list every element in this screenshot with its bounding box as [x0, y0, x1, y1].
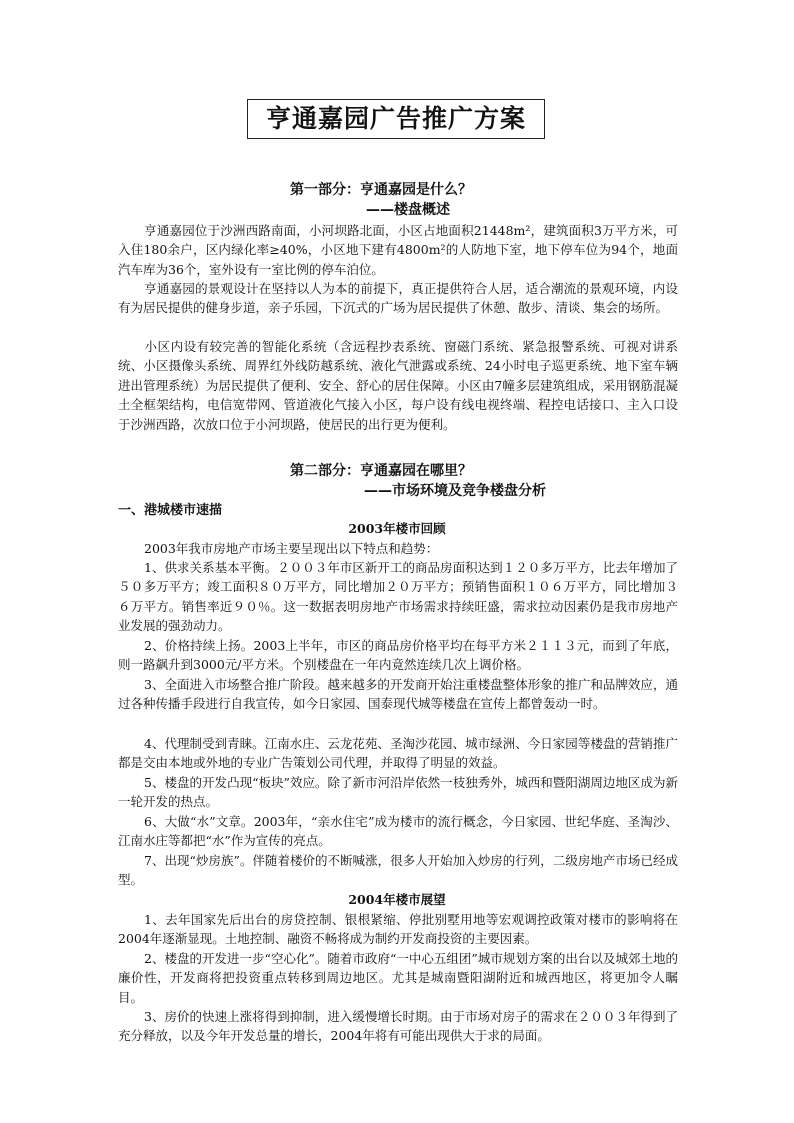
outlook-item-1: 1、去年国家先后出台的房贷控制、银根紧缩、停批别墅用地等宏观调控政策对楼市的影响将在2004年逐渐显现。土地控制、融资不畅将成为制约开发商投资的主要因素。	[118, 912, 678, 947]
part2-subheading: ——市场环境及竞争楼盘分析	[364, 483, 546, 499]
part1-heading: 第一部分：亨通嘉园是什么？	[290, 182, 472, 198]
outlook-title: 2004年楼市展望	[348, 892, 446, 907]
document-title: 亨通嘉园广告推广方案	[247, 99, 545, 139]
review-intro: 2003年我市房地产市场主要呈现出以下特点和趋势：	[144, 541, 439, 556]
review-item-3: 3、全面进入市场整合推广阶段。越来越多的开发商开始注重楼盘整体形象的推广和品牌效应，通过各种传播手段进行自我宣传，如今日家园、国泰现代城等楼盘在宣传上都曾轰动一时。	[118, 677, 678, 712]
review-item-2: 2、价格持续上扬。2003上半年，市区的商品房价格平均在每平方米２１１３元，而到了年底，则一路飙升到3000元/平方米。个别楼盘在一年内竟然连续几次上调价格。	[118, 638, 678, 673]
outlook-item-3: 3、房价的快速上涨将得到抑制，进入缓慢增长时期。由于市场对房子的需求在２００３年得到了充分释放，以及今年开发总量的增长，2004年将有可能出现供大于求的局面。	[118, 1009, 678, 1044]
section-heading-1: 一、港城楼市速描	[118, 503, 223, 518]
review-item-4: 4、代理制受到青睐。江南水庄、云龙花苑、圣淘沙花园、城市绿洲、今日家园等楼盘的营销推广都是交由本地或外地的专业广告策划公司代理，并取得了明显的效益。	[118, 736, 678, 771]
part2-heading: 第二部分：亨通嘉园在哪里？	[290, 463, 472, 479]
part1-paragraph-3: 小区内设有较完善的智能化系统（含远程抄表系统、窗磁门系统、紧急报警系统、可视对讲系统、小区摄像头系统、周界红外线防越系统、液化气泄露或系统、24小时电子巡更系统、地下室车辆进出管理系统）为居民提供了便利、安全、舒心的居住保障。小区由7幢多层建筑组成，采用钢筋混凝土全框架结构，电信宽带网、管道液化气接入小区，每户设有线电视终端、程控电话接口、主入口设于沙洲西路，次放口位于小河坝路，使居民的出行更为便利。	[118, 339, 678, 432]
review-item-5: 5、楼盘的开发凸现“板块”效应。除了新市河沿岸依然一枝独秀外，城西和暨阳湖周边地区成为新一轮开发的热点。	[118, 775, 678, 810]
review-item-6: 6、大做“水”文章。2003年，“亲水住宅”成为楼市的流行概念，今日家园、世纪华庭、圣淘沙、江南水庄等都把“水”作为宣传的亮点。	[118, 814, 678, 849]
outlook-item-2: 2、楼盘的开发进一步“空心化”。随着市政府“一中心五组团”城市规划方案的出台以及城郊土地的廉价性，开发商将把投资重点转移到周边地区。尤其是城南暨阳湖附近和城西地区，将更加令人瞩目。	[118, 951, 678, 1005]
review-title: 2003年楼市回顾	[348, 521, 446, 536]
part1-subheading: ——楼盘概述	[366, 202, 450, 218]
part1-paragraph-1: 亨通嘉园位于沙洲西路南面，小河坝路北面，小区占地面积21448m²，建筑面积3万平方米，可入住180余户，区内绿化率≥40%，小区地下建有4800m²的人防地下室，地下停车位为94个，地面汽车库为36个，室外设有一室比例的停车泊位。	[118, 223, 678, 277]
review-item-1: 1、供求关系基本平衡。２００３年市区新开工的商品房面积达到１２０多万平方，比去年增加了５０多万平方；竣工面积８０万平方，同比增加２０万平方；预销售面积１０６万平方，同比增加３６万平方。销售率近９０％。这一数据表明房地产市场需求持续旺盛，需求拉动因素仍是我市房地产业发展的强劲动力。	[118, 560, 678, 634]
review-item-7: 7、出现“炒房族”。伴随着楼价的不断喊涨，很多人开始加入炒房的行列，二级房地产市场已经成型。	[118, 853, 678, 888]
part1-paragraph-2: 亨通嘉园的景观设计在坚持以人为本的前提下，真正提供符合人居，适合潮流的景观环境，内设有为居民提供的健身步道，亲子乐园，下沉式的广场为居民提供了休憩、散步、清谈、集会的场所。	[118, 281, 678, 316]
